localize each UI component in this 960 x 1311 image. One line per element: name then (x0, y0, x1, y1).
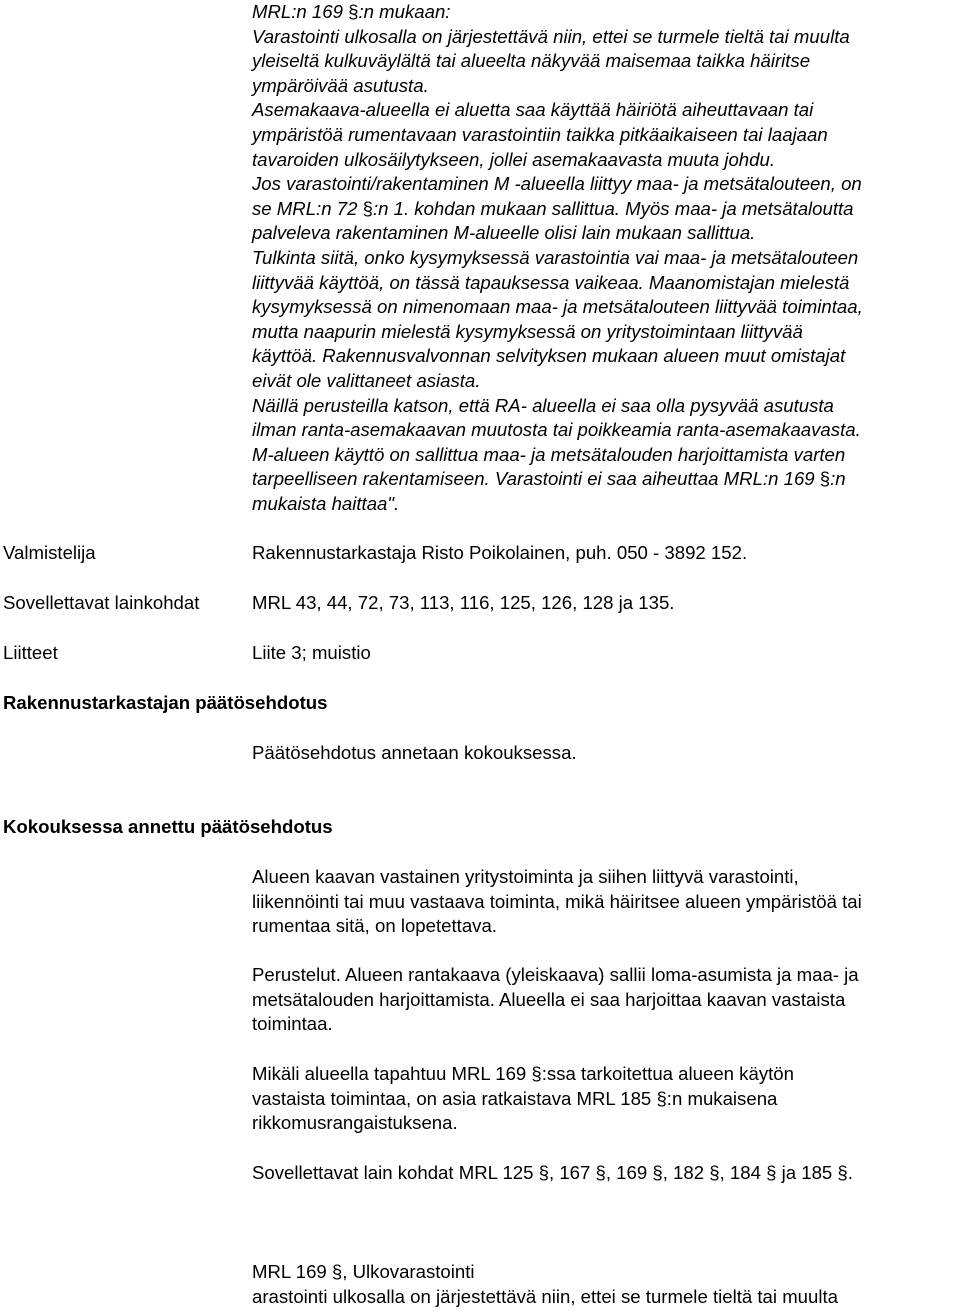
quote-segment: palveleva rakentaminen M-alueelle olisi lain mukaan sallittua. (252, 222, 756, 244)
meeting-paragraph-2 (252, 963, 859, 1037)
lainkohdat-label: Sovellettavat lainkohdat (3, 592, 200, 613)
quote-line (252, 123, 863, 148)
valmistelija-label: Valmistelija (3, 542, 96, 563)
quote-line (252, 0, 863, 25)
quote-line (252, 172, 863, 197)
quote-segment: eivät ole valittaneet asiasta. (252, 369, 481, 391)
quote-line (252, 443, 863, 468)
quote-line (252, 492, 863, 517)
quote-segment: se MRL:n 72 (252, 197, 363, 219)
quote-segment: :n (830, 468, 846, 490)
meeting-paragraph-1 (252, 865, 862, 939)
quote-segment: M-alueen käyttö on sallittua maa- ja metsätalouden harjoittamista varten (252, 443, 846, 465)
meeting-paragraph-5 (252, 1260, 838, 1309)
quote-line (252, 271, 863, 296)
quote-line (252, 98, 863, 123)
quote-segment: MRL:n 169 (252, 1, 349, 22)
liitteet-value: Liite 3; muistio (252, 642, 371, 663)
text-line: liikennöinti tai muu vastaava toiminta, mikä häiritsee alueen ympäristöä tai (252, 890, 862, 912)
quote-segment: ympäröivää asutusta. (252, 74, 429, 96)
quote-line (252, 74, 863, 99)
text-line: Alueen kaavan vastainen yritystoiminta ja siihen liittyvä varastointi, (252, 866, 799, 887)
text-line: Perustelut. Alueen rantakaava (yleiskaava) sallii loma-asumista ja maa- ja (252, 964, 859, 985)
text-line: rikkomusrangaistuksena. (252, 1112, 458, 1134)
quote-segment: :n 1. kohdan mukaan sallittua. Myös maa- ja metsätaloutta (372, 197, 854, 219)
meeting-paragraph-4: Sovellettavat lain kohdat MRL 125 §, 167 §, 169 §, 182 §, 184 § ja 185 §. (252, 1162, 853, 1183)
text-line: vastaista toimintaa, on asia ratkaistava MRL 185 §:n mukaisena (252, 1087, 778, 1109)
quote-line (252, 394, 863, 419)
quote-line (252, 295, 863, 320)
quote-line (252, 467, 863, 492)
quote-line (252, 25, 863, 50)
text-line: rumentaa sitä, on lopetettava. (252, 915, 497, 937)
liitteet-label: Liitteet (3, 642, 58, 663)
quote-line (252, 221, 863, 246)
quote-line (252, 320, 863, 345)
text-line: Mikäli alueella tapahtuu MRL 169 §:ssa tarkoitettua alueen käytön (252, 1063, 794, 1084)
proposal-text: Päätösehdotus annetaan kokouksessa. (252, 742, 577, 763)
quote-segment: tavaroiden ulkosäilytykseen, jollei asemakaavasta muuta johdu. (252, 148, 775, 170)
text-line: metsätalouden harjoittamista. Alueella ei saa harjoittaa kaavan vastaista (252, 988, 846, 1010)
quote-segment: Asemakaava-alueella ei aluetta saa käyttää häiriötä aiheuttavaan tai (252, 99, 814, 121)
quote-segment: kysymyksessä on nimenomaan maa- ja metsätalouteen liittyvää toimintaa, (252, 296, 863, 318)
quote-segment: Tulkinta siitä, onko kysymyksessä varastointia vai maa- ja metsätalouteen (252, 246, 859, 268)
quote-line (252, 418, 863, 443)
quote-segment: yleiseltä kulkuväylältä tai alueelta näkyvää maisemaa taikka häiritse (252, 50, 811, 72)
meeting-heading: Kokouksessa annettu päätösehdotus (3, 816, 333, 837)
quote-segment: mutta naapurin mielestä kysymyksessä on yritystoimintaan liittyvää (252, 320, 803, 342)
quote-segment: Jos varastointi/rakentaminen M -alueella liittyy maa- ja metsätalouteen, on (252, 173, 862, 195)
valmistelija-value: Rakennustarkastaja Risto Poikolainen, puh. 050 - 3892 152. (252, 542, 748, 563)
lainkohdat-value: MRL 43, 44, 72, 73, 113, 116, 125, 126, 128 ja 135. (252, 592, 675, 613)
quote-segment: tarpeelliseen rakentamiseen. Varastointi ei saa aiheuttaa MRL:n 169 (252, 468, 820, 490)
quote-segment: mukaista haittaa". (252, 492, 400, 514)
quote-segment: Näillä perusteilla katson, että RA- alueella ei saa olla pysyvää asutusta (252, 394, 834, 416)
quote-line (252, 369, 863, 394)
text-line: arastointi ulkosalla on järjestettävä niin, ettei se turmele tieltä tai muulta (252, 1285, 839, 1307)
proposal-heading: Rakennustarkastajan päätösehdotus (3, 692, 328, 713)
text-line: toimintaa. (252, 1013, 333, 1035)
meeting-paragraph-3 (252, 1062, 794, 1136)
quote-line (252, 197, 863, 222)
quote-segment: ilman ranta-asemakaavan muutosta tai poikkeamia ranta-asemakaavasta. (252, 419, 861, 441)
quote-line (252, 148, 863, 173)
quote-line (252, 49, 863, 74)
quote-segment: § (348, 1, 359, 22)
text-line: MRL 169 §, Ulkovarastointi (252, 1261, 475, 1282)
quoted-statement (252, 0, 863, 516)
quote-line (252, 344, 863, 369)
quote-segment: liittyvää käyttöä, on tässä tapauksessa vaikeaa. Maanomistajan mielestä (252, 271, 850, 293)
quote-segment: § (819, 468, 831, 490)
quote-line (252, 246, 863, 271)
quote-segment: käyttöä. Rakennusvalvonnan selvityksen mukaan alueen muut omistajat (252, 345, 846, 367)
quote-segment: § (362, 197, 373, 219)
quote-segment: :n mukaan: (358, 1, 451, 22)
quote-segment: ympäristöä rumentavaan varastointiin taikka pitkäaikaiseen tai laajaan (252, 123, 828, 145)
quote-segment: Varastointi ulkosalla on järjestettävä niin, ettei se turmele tieltä tai muulta (252, 25, 850, 47)
